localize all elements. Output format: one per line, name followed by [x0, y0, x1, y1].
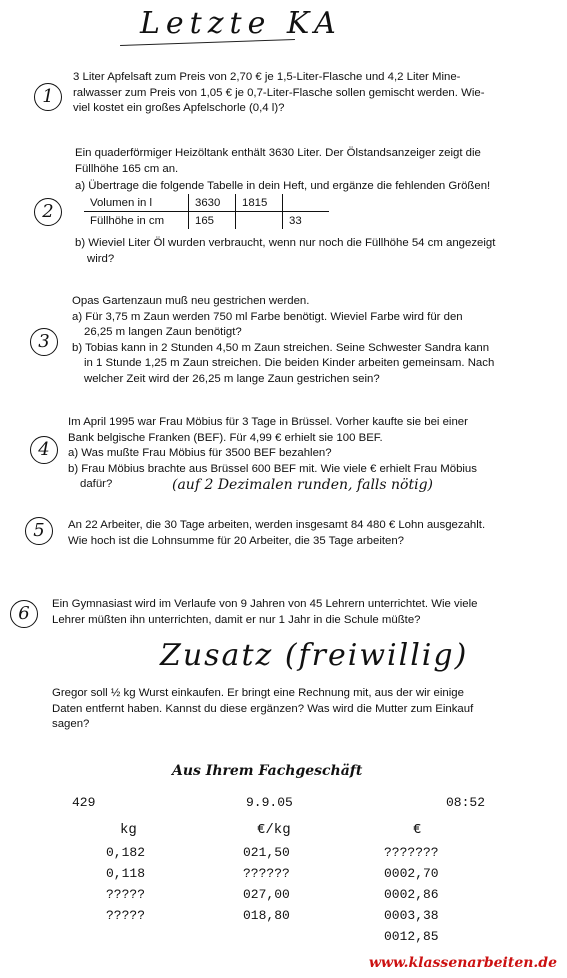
- receipt-time: 08:52: [446, 795, 486, 810]
- table-row: [84, 212, 329, 230]
- task-4-line: b) Frau Möbius brachte aus Brüssel 600 BEF mit. Wie viele € erhielt Frau Möbius: [68, 462, 477, 475]
- task-1-line: ralwasser zum Preis von 1,05 € je 0,7-Liter-Flasche sollen gemischt werden. Wie-: [73, 86, 485, 99]
- task-4-line: a) Was mußte Frau Möbius für 3500 BEF bezahlen?: [68, 447, 332, 459]
- footer-website: www.klassenarbeiten.de: [368, 955, 557, 971]
- bonus-line: sagen?: [52, 718, 90, 730]
- receipt-kg-column: [106, 842, 145, 926]
- task-3-line: 26,25 m langen Zaun benötigt?: [84, 326, 242, 338]
- table-cell: [283, 194, 330, 212]
- receipt-cell: 018,80: [243, 908, 290, 923]
- receipt-number: 429: [72, 795, 96, 810]
- task-3-line: in 1 Stunde 1,25 m Zaun streichen. Die beiden Kinder arbeiten gemeinsam. Nach: [84, 357, 495, 369]
- receipt-date: 9.9.05: [246, 795, 293, 810]
- page-title: Letzte KA: [140, 6, 342, 41]
- task-2-line: wird?: [87, 252, 115, 265]
- receipt-cell: 027,00: [243, 887, 290, 902]
- task-3-text: [72, 294, 494, 387]
- task-2-part-a: a) Übertrage die folgende Tabelle in dein Heft, und ergänze die fehlenden Größen!: [75, 180, 491, 192]
- receipt-cell: ?????: [106, 908, 146, 923]
- task-number-1: 1: [34, 83, 62, 111]
- task-2-text: [75, 146, 490, 195]
- task-3-line: b) Tobias kann in 2 Stunden 4,50 m Zaun streichen. Seine Schwester Sandra kann: [72, 341, 490, 354]
- receipt-cell: 021,50: [243, 845, 290, 860]
- task-number-3: 3: [30, 328, 58, 356]
- receipt-cell: 0,118: [106, 866, 146, 881]
- bonus-line: Daten entfernt haben. Kannst du diese ergänzen? Was wird die Mutter zum Einkauf: [52, 702, 474, 715]
- table-row: [84, 194, 329, 212]
- receipt-total: 0012,85: [384, 929, 439, 944]
- task-4-line: dafür?: [80, 478, 113, 490]
- task-number-5: 5: [25, 517, 53, 545]
- receipt-cell: 0003,38: [384, 908, 439, 923]
- receipt-euro-column: [384, 842, 439, 947]
- task-5-text: [68, 518, 485, 549]
- table-cell: 33: [283, 212, 330, 230]
- receipt-col-price-per-kg: €/kg: [257, 822, 291, 838]
- task-2-part-b: [75, 236, 495, 267]
- receipt-cell: 0002,70: [384, 866, 439, 881]
- table-cell: 3630: [189, 194, 236, 212]
- task-1-line: 3 Liter Apfelsaft zum Preis von 2,70 € je 1,5-Liter-Flasche und 4,2 Liter Mine-: [73, 71, 461, 83]
- receipt-cell: ??????: [243, 866, 290, 881]
- receipt-col-euro: €: [413, 822, 422, 838]
- task-4-line: Bank belgische Franken (BEF). Für 4,99 € erhielt sie 100 BEF.: [68, 431, 383, 444]
- receipt-cell: ?????: [106, 887, 146, 902]
- task-1-text: [73, 70, 485, 117]
- bonus-text: [52, 686, 473, 733]
- table-cell: 165: [189, 212, 236, 230]
- task-2-line: b) Wieviel Liter Öl wurden verbraucht, wenn nur noch die Füllhöhe 54 cm angezeigt: [75, 237, 496, 249]
- task-3-line: a) Für 3,75 m Zaun werden 750 ml Farbe benötigt. Wieviel Farbe wird für den: [72, 310, 463, 323]
- table-cell: Volumen in l: [84, 194, 189, 212]
- receipt-cell: ???????: [384, 845, 439, 860]
- task-6-line: Ein Gymnasiast wird im Verlaufe von 9 Jahren von 45 Lehrern unterrichtet. Wie viele: [52, 598, 478, 610]
- task-6-text: [52, 597, 477, 628]
- receipt-heading: Aus Ihrem Fachgeschäft: [172, 763, 363, 779]
- task-2-line: Füllhöhe 165 cm an.: [75, 162, 179, 175]
- table-cell: [236, 212, 283, 230]
- task-3-line: Opas Gartenzaun muß neu gestrichen werden.: [72, 295, 310, 307]
- task-2-line: Ein quaderförmiger Heizöltank enthält 3630 Liter. Der Ölstandsanzeiger zeigt die: [75, 147, 481, 159]
- bonus-line: Gregor soll ½ kg Wurst einkaufen. Er bringt eine Rechnung mit, aus der wir einige: [52, 687, 464, 699]
- receipt-price-column: [243, 842, 290, 926]
- task-4-line: Im April 1995 war Frau Möbius für 3 Tage in Brüssel. Vorher kaufte sie bei einer: [68, 416, 468, 428]
- receipt-cell: 0002,86: [384, 887, 439, 902]
- task-1-line: viel kostet ein großes Apfelschorle (0,4 l)?: [73, 102, 285, 114]
- task-5-line: An 22 Arbeiter, die 30 Tage arbeiten, werden insgesamt 84 480 € Lohn ausgezahlt.: [68, 519, 486, 531]
- task-number-6: 6: [10, 600, 38, 628]
- task-4-handwritten-note: (auf 2 Dezimalen runden, falls nötig): [172, 477, 434, 493]
- task-5-line: Wie hoch ist die Lohnsumme für 20 Arbeiter, die 35 Tage arbeiten?: [68, 534, 405, 547]
- task-number-4: 4: [30, 436, 58, 464]
- table-cell: 1815: [236, 194, 283, 212]
- table-cell: Füllhöhe in cm: [90, 214, 165, 227]
- task-3-line: welcher Zeit wird der 26,25 m lange Zaun gestrichen sein?: [84, 372, 380, 385]
- receipt-cell: 0,182: [106, 845, 146, 860]
- volume-height-table: [84, 194, 329, 229]
- bonus-heading: Zusatz (freiwillig): [160, 638, 469, 673]
- receipt-col-kg: kg: [120, 822, 137, 838]
- task-6-line: Lehrer müßten ihn unterrichten, damit er nur 1 Jahr in die Schule müßte?: [52, 613, 421, 626]
- task-number-2: 2: [34, 198, 62, 226]
